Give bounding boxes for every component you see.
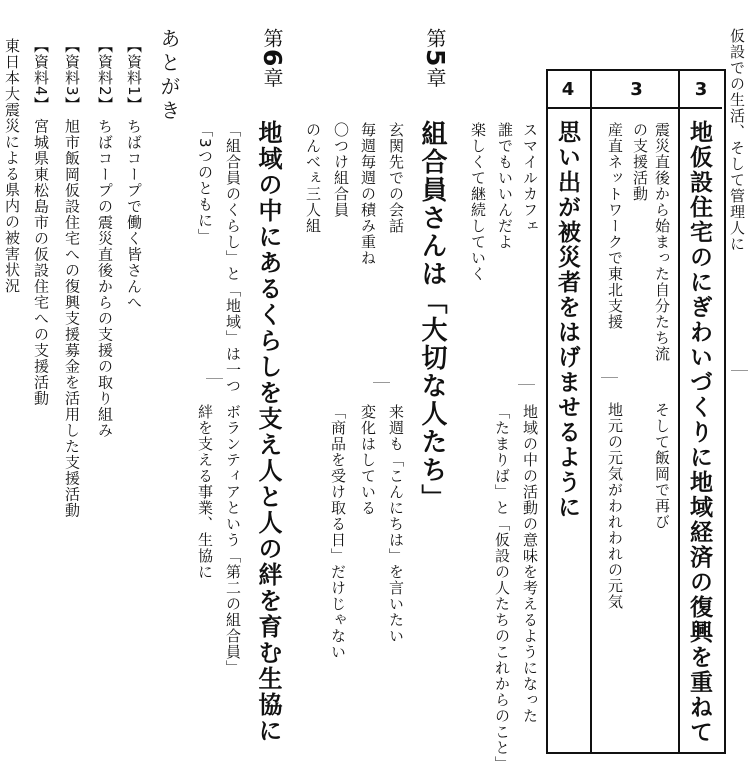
- section-3-number-cell: 3: [680, 71, 722, 109]
- chapter-prefix: 第: [260, 28, 284, 49]
- section-3-title: 地仮設住宅のにぎわいづくりに地域経済の復興を重ねて: [686, 120, 712, 745]
- chapter-5-title: 組合員さんは「大切な人たち」: [417, 120, 447, 512]
- section-3-item: 震災直後から始まった自分たち流: [653, 122, 671, 362]
- section-3-divider: [678, 69, 680, 752]
- section-3-item: の支援活動: [631, 122, 649, 202]
- section-3-number: 3: [592, 71, 681, 109]
- chapter-5-heading: [423, 28, 448, 88]
- appendix-item: 東日本大震災による県内の被害状況: [3, 38, 21, 294]
- afterword: あとがき: [157, 28, 181, 124]
- appendix-item: 【資料3】 旭市飯岡仮設住宅への復興支援募金を活用した支援活動: [63, 38, 81, 519]
- separator: [731, 370, 748, 371]
- chapter-6-item: 絆を支える事業、生協に: [196, 404, 214, 580]
- section-3-item: 地元の元気がわれわれの元気: [606, 402, 624, 610]
- section-4-item: 「たまりば」と「仮設の人たちのこれからのこと」: [493, 404, 511, 772]
- appendix-item: 【資料1】 ちばコープで働く皆さんへ: [125, 38, 143, 311]
- section-4-number-rule: [546, 107, 590, 109]
- appendix-item: 【資料4】 宮城県東松島市の仮設住宅への支援活動: [32, 38, 50, 407]
- chapter-6-item: 「3つのともに」: [196, 122, 214, 245]
- chapter-suffix: 章: [423, 67, 447, 89]
- separator: [518, 384, 535, 385]
- section-4-number: 4: [561, 78, 575, 100]
- chapter-6-title: 地域の中にあるくらしを支え人と人の絆を育む生協に: [254, 120, 282, 744]
- chapter-5-item: 玄関先での会話: [387, 122, 405, 234]
- separator: [206, 378, 223, 379]
- section-4-item: 地域の中の活動の意味を考えるようになった: [521, 404, 539, 724]
- chapter-suffix: 章: [260, 67, 284, 89]
- chapter-5-item: 〇つけ組合員: [332, 122, 350, 218]
- appendix-item: 【資料2】 ちばコープの震災直後からの支援の取り組み: [96, 38, 114, 439]
- chapter-5-item: 変化はしている: [359, 404, 377, 516]
- chapter-5-item: 「商品を受け取る日」だけじゃない: [329, 404, 347, 660]
- section-4-item: 楽しくて継続していく: [469, 122, 487, 282]
- chapter-6-item: ボランティアという「第二の組合員」: [224, 404, 242, 676]
- chapter-5-item: のんべぇ三人組: [304, 122, 322, 234]
- chapter-prefix: 第: [423, 28, 447, 49]
- chapter-5-item: 毎週毎週の積み重ね: [359, 122, 377, 266]
- chapter-number: 6: [258, 49, 287, 68]
- section-4-item: スマイルカフェ: [521, 122, 539, 234]
- chapter-5-item: 来週も「こんにちは」を言いたい: [387, 404, 405, 644]
- chapter-6-heading: [260, 28, 285, 88]
- section-4-item: 誰でもいいんだよ: [496, 122, 514, 250]
- section-4-title: 思い出が被災者をはげませるように: [554, 120, 580, 520]
- section-3-item: 産直ネットワークで東北支援: [606, 122, 624, 330]
- separator: [373, 382, 390, 383]
- separator: [601, 377, 618, 378]
- chapter-6-item: 「組合員のくらし」と「地域」は一つ: [224, 122, 242, 394]
- chapter-number: 5: [421, 49, 450, 68]
- intro-line: 仮設での生活、そして管理人に: [728, 28, 746, 252]
- section-3-item: そして飯岡で再び: [653, 402, 671, 530]
